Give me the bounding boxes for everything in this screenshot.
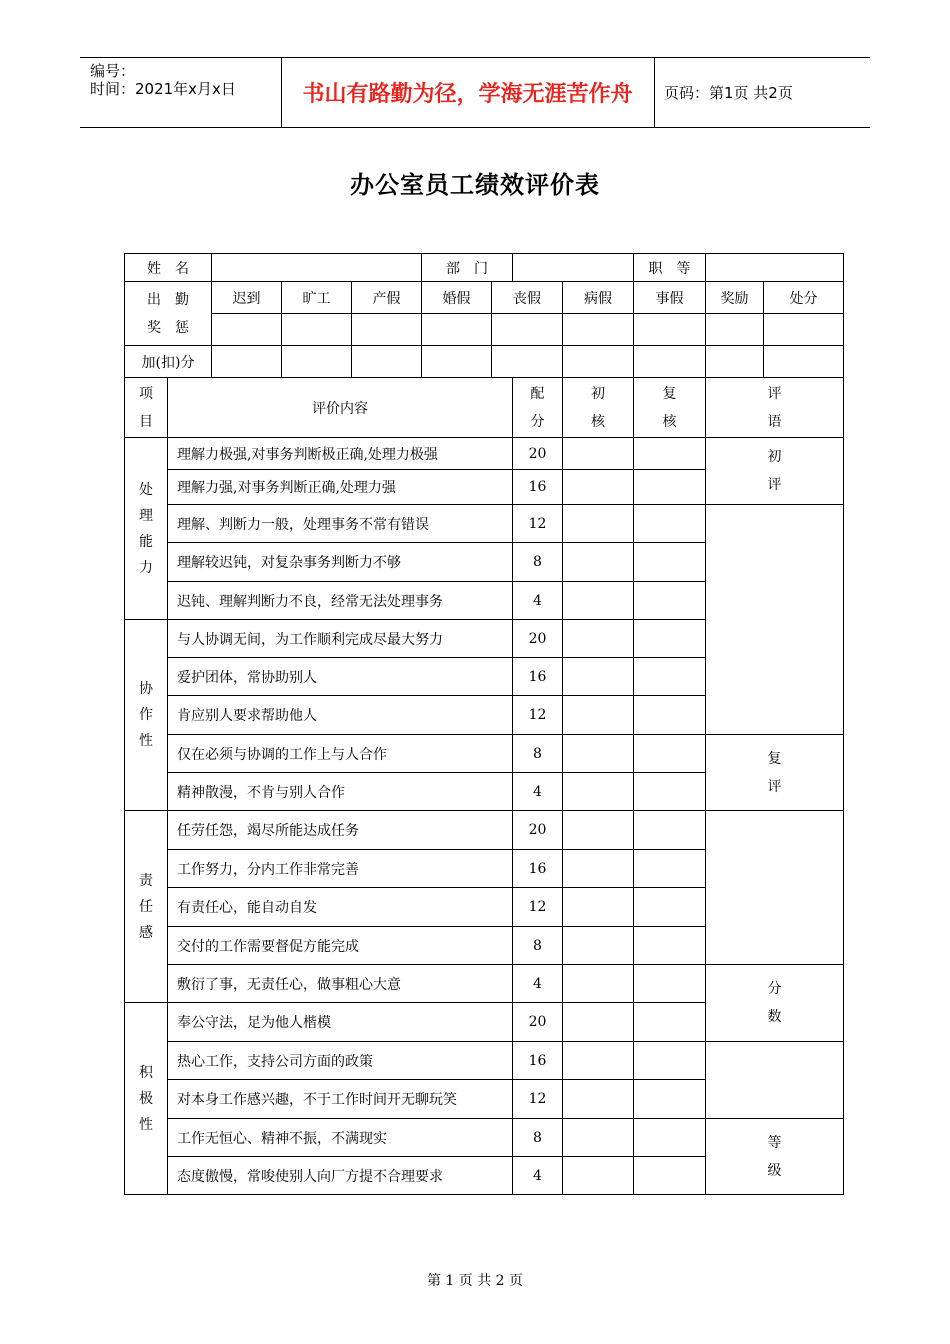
criterion-score: 12	[513, 888, 563, 927]
score-adjust-cell[interactable]	[212, 346, 282, 378]
criterion-text: 有责任心，能自动自发	[168, 888, 513, 927]
category-label: 处 理 能 力	[125, 438, 168, 620]
attendance-cell[interactable]	[706, 314, 764, 346]
second-check-header: 复 核	[634, 378, 706, 438]
evaluation-header-row	[125, 378, 844, 438]
second-check-cell[interactable]	[634, 582, 706, 620]
comment-area[interactable]	[706, 1042, 844, 1119]
grade-label: 职 等	[634, 254, 706, 282]
criterion-score: 4	[513, 773, 563, 811]
attendance-label: 出 勤 奖 惩	[125, 282, 212, 346]
criterion-text: 爱护团体，常协助别人	[168, 658, 513, 696]
attendance-column: 事假	[634, 282, 706, 314]
first-check-cell[interactable]	[563, 438, 634, 470]
first-check-cell[interactable]	[563, 965, 634, 1003]
attendance-column: 旷工	[282, 282, 352, 314]
attendance-cell[interactable]	[352, 314, 422, 346]
score-adjust-cell[interactable]	[563, 346, 634, 378]
first-check-cell[interactable]	[563, 620, 634, 658]
name-label: 姓 名	[125, 254, 212, 282]
criterion-score: 20	[513, 1003, 563, 1042]
department-label: 部 门	[422, 254, 513, 282]
info-row	[125, 254, 844, 282]
evaluation-row	[125, 735, 844, 773]
second-check-cell[interactable]	[634, 1119, 706, 1157]
second-check-cell[interactable]	[634, 811, 706, 850]
grade-field[interactable]	[706, 254, 844, 282]
criterion-text: 理解较迟钝，对复杂事务判断力不够	[168, 543, 513, 582]
score-adjust-cell[interactable]	[422, 346, 492, 378]
category-label: 责 任 感	[125, 811, 168, 1003]
score-adjust-cell[interactable]	[764, 346, 844, 378]
criterion-text: 热心工作，支持公司方面的政策	[168, 1042, 513, 1080]
side-label-grade: 等 级	[706, 1119, 844, 1195]
criterion-score: 20	[513, 438, 563, 470]
first-check-cell[interactable]	[563, 1119, 634, 1157]
criterion-score: 4	[513, 1157, 563, 1195]
first-check-cell[interactable]	[563, 658, 634, 696]
criterion-text: 仅在必须与协调的工作上与人合作	[168, 735, 513, 773]
second-check-cell[interactable]	[634, 505, 706, 543]
criterion-text: 理解、判断力一般，处理事务不常有错误	[168, 505, 513, 543]
attendance-cell[interactable]	[212, 314, 282, 346]
page-footer: 第 1 页 共 2 页	[426, 1273, 524, 1289]
attendance-column: 处分	[764, 282, 844, 314]
header-meta	[80, 58, 282, 127]
criterion-text: 对本身工作感兴趣，不于工作时间开无聊玩笑	[168, 1080, 513, 1119]
side-label-second-review: 复 评	[706, 735, 844, 811]
attendance-cell[interactable]	[563, 314, 634, 346]
criterion-text: 理解力强,对事务判断正确,处理力强	[168, 470, 513, 505]
criterion-score: 8	[513, 543, 563, 582]
first-check-cell[interactable]	[563, 582, 634, 620]
first-check-cell[interactable]	[563, 1003, 634, 1042]
second-check-cell[interactable]	[634, 658, 706, 696]
category-label: 协 作 性	[125, 620, 168, 811]
evaluation-row	[125, 438, 844, 470]
header-page-info: 页码：第1页 共2页	[664, 84, 793, 102]
second-check-cell[interactable]	[634, 850, 706, 888]
attendance-column: 婚假	[422, 282, 492, 314]
attendance-column: 病假	[563, 282, 634, 314]
criterion-score: 20	[513, 811, 563, 850]
second-check-cell[interactable]	[634, 1003, 706, 1042]
second-check-cell[interactable]	[634, 773, 706, 811]
criterion-text: 态度傲慢，常唆使别人向厂方提不合理要求	[168, 1157, 513, 1195]
attendance-column: 迟到	[212, 282, 282, 314]
criterion-score: 8	[513, 927, 563, 965]
page-header	[80, 57, 870, 128]
score-adjust-row	[125, 346, 844, 378]
first-check-header: 初 核	[563, 378, 634, 438]
evaluation-table	[124, 253, 844, 1195]
second-check-cell[interactable]	[634, 620, 706, 658]
side-label-score: 分 数	[706, 965, 844, 1042]
first-check-cell[interactable]	[563, 811, 634, 850]
score-header: 配 分	[513, 378, 563, 438]
criterion-score: 4	[513, 582, 563, 620]
attendance-cell[interactable]	[422, 314, 492, 346]
second-check-cell[interactable]	[634, 470, 706, 505]
department-field[interactable]	[513, 254, 634, 282]
attendance-cell[interactable]	[764, 314, 844, 346]
category-label: 积 极 性	[125, 1003, 168, 1195]
attendance-cell[interactable]	[634, 314, 706, 346]
attendance-column: 丧假	[492, 282, 563, 314]
criterion-text: 与人协调无间，为工作顺利完成尽最大努力	[168, 620, 513, 658]
score-adjust-cell[interactable]	[492, 346, 563, 378]
first-check-cell[interactable]	[563, 927, 634, 965]
score-adjust-label: 加(扣)分	[125, 346, 212, 378]
document-title: 办公室员工绩效评价表	[350, 170, 600, 199]
criterion-score: 20	[513, 620, 563, 658]
criterion-score: 12	[513, 696, 563, 735]
criterion-score: 8	[513, 735, 563, 773]
first-check-cell[interactable]	[563, 850, 634, 888]
criterion-score: 16	[513, 658, 563, 696]
first-check-cell[interactable]	[563, 888, 634, 927]
first-check-cell[interactable]	[563, 1080, 634, 1119]
serial-number-label: 编号：	[90, 62, 136, 80]
criterion-score: 12	[513, 505, 563, 543]
criterion-score: 16	[513, 850, 563, 888]
second-check-cell[interactable]	[634, 965, 706, 1003]
attendance-column: 奖励	[706, 282, 764, 314]
first-check-cell[interactable]	[563, 543, 634, 582]
second-check-cell[interactable]	[634, 543, 706, 582]
criterion-text: 奉公守法，足为他人楷模	[168, 1003, 513, 1042]
score-adjust-cell[interactable]	[352, 346, 422, 378]
criterion-score: 16	[513, 470, 563, 505]
side-label-first-review: 初 评	[706, 438, 844, 505]
attendance-value-row	[125, 314, 844, 346]
first-check-cell[interactable]	[563, 735, 634, 773]
first-check-cell[interactable]	[563, 696, 634, 735]
criterion-score: 12	[513, 1080, 563, 1119]
evaluation-row	[125, 811, 844, 850]
second-check-cell[interactable]	[634, 927, 706, 965]
second-check-cell[interactable]	[634, 1080, 706, 1119]
criterion-text: 工作努力，分内工作非常完善	[168, 850, 513, 888]
criterion-text: 敷衍了事，无责任心，做事粗心大意	[168, 965, 513, 1003]
comment-area[interactable]	[706, 811, 844, 965]
criterion-score: 16	[513, 1042, 563, 1080]
second-check-cell[interactable]	[634, 696, 706, 735]
first-check-cell[interactable]	[563, 470, 634, 505]
attendance-cell[interactable]	[282, 314, 352, 346]
criterion-score: 4	[513, 965, 563, 1003]
attendance-header-row	[125, 282, 844, 314]
date-label: 时间：2021年x月x日	[90, 80, 236, 98]
item-header: 项 目	[125, 378, 168, 438]
first-check-cell[interactable]	[563, 1042, 634, 1080]
evaluation-row	[125, 505, 844, 543]
score-adjust-cell[interactable]	[706, 346, 764, 378]
first-check-cell[interactable]	[563, 505, 634, 543]
criterion-text: 迟钝、理解判断力不良，经常无法处理事务	[168, 582, 513, 620]
comment-header: 评 语	[706, 378, 844, 438]
evaluation-row	[125, 1119, 844, 1157]
content-header: 评价内容	[168, 378, 513, 438]
criterion-text: 交付的工作需要督促方能完成	[168, 927, 513, 965]
header-motto: 书山有路勤为径，学海无涯苦作舟	[281, 58, 655, 127]
criterion-text: 精神散漫，不肯与别人合作	[168, 773, 513, 811]
criterion-text: 理解力极强,对事务判断极正确,处理力极强	[168, 438, 513, 470]
second-check-cell[interactable]	[634, 1157, 706, 1195]
second-check-cell[interactable]	[634, 735, 706, 773]
name-field[interactable]	[212, 254, 422, 282]
first-check-cell[interactable]	[563, 1157, 634, 1195]
attendance-column: 产假	[352, 282, 422, 314]
criterion-score: 8	[513, 1119, 563, 1157]
criterion-text: 工作无恒心、精神不振，不满现实	[168, 1119, 513, 1157]
comment-area[interactable]	[706, 505, 844, 735]
score-adjust-cell[interactable]	[634, 346, 706, 378]
second-check-cell[interactable]	[634, 438, 706, 470]
criterion-text: 任劳任怨，竭尽所能达成任务	[168, 811, 513, 850]
evaluation-row	[125, 1042, 844, 1080]
second-check-cell[interactable]	[634, 888, 706, 927]
second-check-cell[interactable]	[634, 1042, 706, 1080]
attendance-cell[interactable]	[492, 314, 563, 346]
first-check-cell[interactable]	[563, 773, 634, 811]
score-adjust-cell[interactable]	[282, 346, 352, 378]
criterion-text: 肯应别人要求帮助他人	[168, 696, 513, 735]
evaluation-row	[125, 965, 844, 1003]
